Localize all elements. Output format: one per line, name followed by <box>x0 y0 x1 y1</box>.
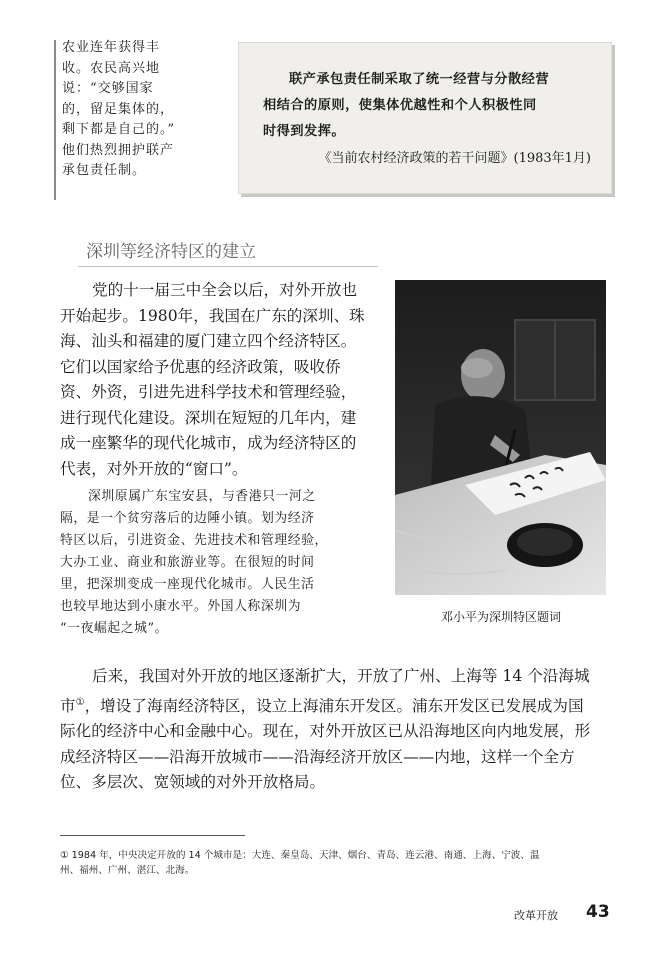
footer-chapter-label: 改革开放 <box>514 909 558 922</box>
paragraph-2 <box>60 664 615 796</box>
photo-deng-xiaoping-calligraphy <box>395 280 606 595</box>
paragraph-line: 成一座繁华的现代化城市，成为经济特区的 <box>60 434 357 452</box>
quote-box <box>238 42 612 194</box>
quote-text <box>263 67 597 145</box>
note-line: 特区以后，引进资金、先进技术和管理经验， <box>60 533 328 548</box>
side-note-line: 承包责任制。 <box>62 163 147 178</box>
footnote-line: 州、福州、广州、湛江、北海。 <box>60 865 195 876</box>
note-line: 深圳原属广东宝安县，与香港只一河之 <box>88 489 316 504</box>
paragraph-line: 党的十一届三中全会以后，对外开放也 <box>92 281 358 299</box>
paragraph-line: 资、外资，引进先进科学技术和管理经验， <box>60 383 357 401</box>
paragraph-line: 后来，我国对外开放的地区逐渐扩大，开放了广州、上海等 14 个沿海城 <box>92 667 590 685</box>
side-note-line: 农业连年获得丰 <box>62 40 161 55</box>
side-note-line: 剩下都是自己的。” <box>62 122 176 137</box>
section-title: 深圳等经济特区的建立 <box>86 242 256 262</box>
side-note-line: 收。农民高兴地 <box>62 60 161 76</box>
paragraph-line: 代表，对外开放的“窗口”。 <box>60 459 248 478</box>
footnote-marker[interactable]: ① <box>75 696 85 708</box>
photo-illustration <box>395 280 606 595</box>
note-line: 也较早地达到小康水平。外国人称深圳为 <box>60 599 302 614</box>
note-line: 大办工业、商业和旅游业等。在很短的时间 <box>60 555 315 570</box>
paragraph-line-rest: ，增设了海南经济特区，设立上海浦东开发区。浦东开发区已发展成为国 <box>84 696 584 715</box>
shenzhen-note <box>60 486 370 640</box>
paragraph-line: 它们以国家给予优惠的经济政策，吸收侨 <box>60 357 341 376</box>
side-note <box>62 38 202 182</box>
paragraph-line-start: 市 <box>60 696 76 715</box>
paragraph-line <box>60 690 615 720</box>
footnote-line: ① 1984 年，中央决定开放的 14 个城市是：大连、秦皇岛、天津、烟台、青岛、连云港、南通、上海、宁波、温 <box>60 850 540 861</box>
paragraph-line: 海、汕头和福建的厦门建立四个经济特区。 <box>60 332 357 350</box>
paragraph-line: 位、多层次、宽领域的对外开放格局。 <box>60 773 326 792</box>
side-note-line: 说：“交够国家 <box>62 81 154 96</box>
page-number: 43 <box>586 902 610 922</box>
quote-line: 联产承包责任制采取了统一经营与分散经营 <box>289 72 550 87</box>
footnote <box>60 848 620 878</box>
quote-source: 《当前农村经济政策的若干问题》(1983年1月) <box>318 151 591 166</box>
paragraph-line: 际化的经济中心和金融中心。现在，对外开放区已从沿海地区向内地发展，形 <box>60 722 591 741</box>
side-note-rule <box>54 40 56 200</box>
paragraph-line: 开始起步。1980年，我国在广东的深圳、珠 <box>60 306 365 325</box>
quote-line: 时得到发挥。 <box>263 124 346 139</box>
paragraph-line: 成经济特区——沿海开放城市——沿海经济开放区——内地，这样一个全方 <box>60 747 575 766</box>
title-underline <box>78 266 378 267</box>
paragraph-1 <box>60 278 380 482</box>
paragraph-line: 进行现代化建设。深圳在短短的几年内，建 <box>60 408 357 427</box>
footnote-rule <box>60 835 245 836</box>
side-note-line: 他们热烈拥护联产 <box>62 142 175 158</box>
note-line: “一夜崛起之城”。 <box>60 621 169 636</box>
photo-caption: 邓小平为深圳特区题词 <box>440 610 561 624</box>
note-line: 隔，是一个贫穷落后的边陲小镇。划为经济 <box>60 511 315 526</box>
side-note-line: 的，留足集体的， <box>62 101 175 117</box>
note-line: 里，把深圳变成一座现代化城市。人民生活 <box>60 577 315 592</box>
quote-line: 相结合的原则，使集体优越性和个人积极性同 <box>263 98 537 113</box>
